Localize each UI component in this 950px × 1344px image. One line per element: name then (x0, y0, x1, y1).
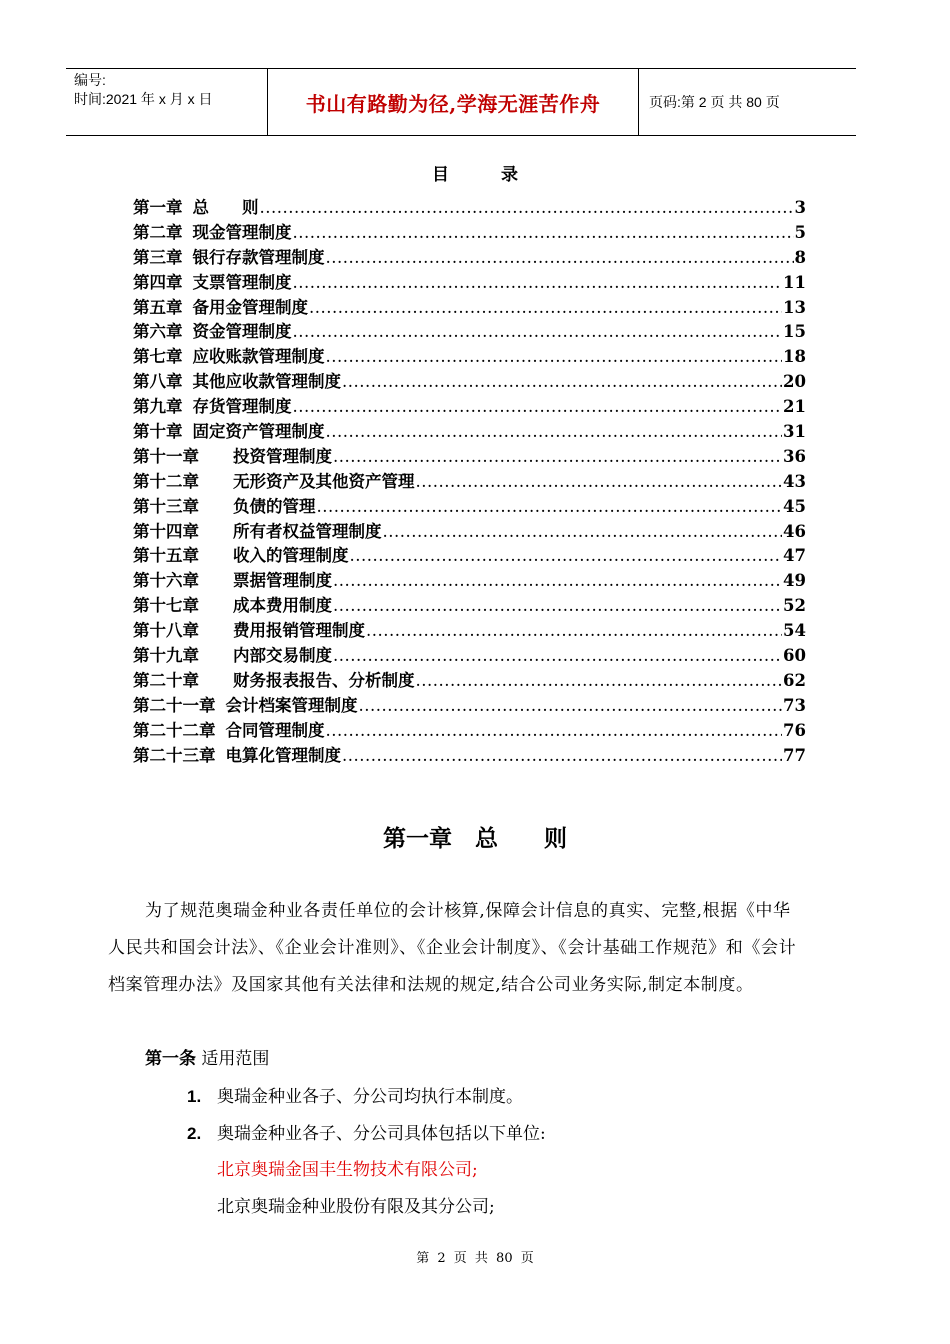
toc-chapter-title: 现金管理制度 (192, 222, 292, 242)
toc-page-number: 52 (783, 596, 806, 616)
toc-dot-leader (333, 445, 782, 470)
toc-dot-leader (342, 370, 782, 395)
toc-dot-leader (326, 246, 794, 271)
toc-chapter-number: 第四章 (133, 272, 183, 292)
toc-chapter-title: 其他应收款管理制度 (192, 372, 341, 392)
toc-chapter-number: 第二十二章 (133, 720, 216, 740)
header-meta (66, 69, 267, 135)
toc-chapter-title: 投资管理制度 (233, 446, 332, 466)
list-item (187, 1078, 523, 1116)
page-footer: 第 2 页 共 80 页 (416, 1251, 534, 1266)
unit-entry: 北京奥瑞金国丰生物技术有限公司; (217, 1160, 478, 1180)
toc-page-number: 60 (783, 646, 806, 666)
toc-entry[interactable] (133, 544, 806, 569)
toc-chapter-number: 第十九章 (133, 646, 199, 666)
toc-entry[interactable] (133, 644, 806, 669)
toc-dot-leader (333, 644, 782, 669)
toc-dot-leader (317, 495, 783, 520)
toc-chapter-title: 存货管理制度 (192, 397, 292, 417)
toc-page-number: 5 (794, 222, 806, 242)
toc-chapter-title: 无形资产及其他资产管理 (233, 471, 415, 491)
toc-entry[interactable] (133, 221, 806, 246)
list-item-number: 1. (187, 1087, 202, 1106)
toc-chapter-number: 第十七章 (133, 596, 199, 616)
toc-entry[interactable] (133, 271, 806, 296)
toc-page-number: 73 (783, 695, 806, 715)
toc-entry[interactable] (133, 470, 806, 495)
toc-chapter-number: 第十一章 (133, 446, 199, 466)
toc-page-number: 45 (783, 496, 806, 516)
toc-entry[interactable] (133, 320, 806, 345)
toc-chapter-number: 第十六章 (133, 571, 199, 591)
toc-chapter-number: 第十三章 (133, 496, 199, 516)
toc-page-number: 20 (783, 372, 806, 392)
toc-chapter-number: 第一章 (133, 198, 183, 217)
chapter-title: 第一章 总 则 (383, 825, 567, 852)
toc-dot-leader (326, 420, 783, 445)
list-item-text: 奥瑞金种业各子、分公司均执行本制度。 (217, 1087, 523, 1107)
list-item-text: 奥瑞金种业各子、分公司具体包括以下单位: (217, 1124, 546, 1144)
toc-chapter-title: 支票管理制度 (192, 272, 292, 292)
toc-chapter-title: 费用报销管理制度 (233, 621, 365, 641)
toc-chapter-number: 第七章 (133, 347, 183, 367)
toc-entry[interactable] (133, 744, 806, 769)
toc-entry[interactable] (133, 395, 806, 420)
toc-page-number: 31 (783, 422, 806, 442)
toc-page-number: 62 (783, 670, 806, 690)
toc-dot-leader (326, 719, 783, 744)
toc-entry[interactable] (133, 594, 806, 619)
list-item (187, 1115, 546, 1153)
toc-chapter-title: 成本费用制度 (233, 596, 332, 616)
article-title: 适用范围 (201, 1049, 270, 1069)
toc-chapter-number: 第五章 (133, 297, 183, 317)
toc-page-number: 76 (783, 720, 806, 740)
unit-entry: 北京奥瑞金种业股份有限及其分公司; (217, 1197, 495, 1217)
chapter-intro-paragraph: 为了规范奥瑞金种业各责任单位的会计核算,保障会计信息的真实、完整,根据《中华人民共和国会计法》、《企业会计准则》、《企业会计制度》、《会计基础工作规范》和《会计档案管理办法》及国家其他有关法律和法规的规定,结合公司业务实际,制定本制度。 (108, 901, 797, 995)
toc-chapter-title: 总 则 (192, 198, 259, 217)
toc-page-number: 11 (783, 272, 806, 292)
toc-chapter-title: 会计档案管理制度 (225, 695, 358, 715)
toc-entry[interactable] (133, 619, 806, 644)
toc-chapter-number: 第十章 (133, 422, 183, 442)
toc-page-number: 46 (783, 521, 806, 541)
toc-dot-leader (333, 569, 782, 594)
toc-page-number: 47 (783, 546, 806, 566)
toc-chapter-title: 备用金管理制度 (192, 297, 308, 317)
toc-entry[interactable] (133, 694, 806, 719)
list-item-number: 2. (187, 1124, 202, 1143)
toc-title (0, 160, 950, 185)
toc-dot-leader (293, 320, 783, 345)
toc-entry[interactable] (133, 520, 806, 545)
toc-page-number: 49 (783, 571, 806, 591)
toc-chapter-title: 银行存款管理制度 (192, 247, 325, 267)
toc-chapter-title: 应收账款管理制度 (192, 347, 325, 367)
toc-chapter-title: 财务报表报告、分析制度 (233, 670, 415, 690)
toc-page-number: 15 (783, 322, 806, 342)
toc-chapter-title: 负债的管理 (233, 496, 316, 516)
toc-entry[interactable] (133, 719, 806, 744)
toc-chapter-number: 第二章 (133, 222, 183, 242)
document-number-label: 编号: (74, 72, 106, 88)
toc-chapter-title: 票据管理制度 (233, 571, 332, 591)
toc-entry[interactable] (133, 246, 806, 271)
table-of-contents (133, 196, 806, 768)
toc-entry[interactable] (133, 296, 806, 321)
toc-page-number: 54 (783, 621, 806, 641)
toc-entry[interactable] (133, 370, 806, 395)
toc-chapter-number: 第九章 (133, 397, 183, 417)
toc-dot-leader (326, 345, 783, 370)
toc-chapter-number: 第二十三章 (133, 745, 216, 765)
toc-page-number: 77 (783, 745, 806, 765)
toc-page-number: 36 (783, 446, 806, 466)
toc-chapter-title: 收入的管理制度 (233, 546, 349, 566)
toc-chapter-title: 电算化管理制度 (225, 745, 341, 765)
toc-chapter-number: 第十四章 (133, 521, 199, 541)
toc-dot-leader (309, 296, 782, 321)
toc-dot-leader (293, 395, 783, 420)
toc-dot-leader (416, 669, 783, 694)
toc-dot-leader (383, 520, 783, 545)
toc-chapter-number: 第十五章 (133, 546, 199, 566)
toc-entry[interactable] (133, 196, 806, 221)
toc-chapter-title: 所有者权益管理制度 (233, 521, 382, 541)
toc-page-number: 18 (783, 347, 806, 367)
toc-dot-leader (333, 594, 782, 619)
toc-page-number: 8 (794, 247, 806, 267)
toc-entry[interactable] (133, 495, 806, 520)
toc-page-number: 43 (783, 471, 806, 491)
toc-chapter-number: 第三章 (133, 247, 183, 267)
toc-chapter-title: 固定资产管理制度 (192, 422, 325, 442)
toc-chapter-number: 第六章 (133, 322, 183, 342)
toc-dot-leader (293, 271, 783, 296)
header-motto: 书山有路勤为径,学海无涯苦作舟 (267, 69, 639, 135)
toc-entry[interactable] (133, 569, 806, 594)
toc-dot-leader (260, 196, 794, 221)
toc-dot-leader (359, 694, 783, 719)
toc-chapter-number: 第二十章 (133, 670, 199, 690)
article-label: 第一条 (145, 1049, 196, 1069)
toc-dot-leader (350, 544, 783, 569)
toc-chapter-number: 第二十一章 (133, 695, 216, 715)
toc-dot-leader (416, 470, 783, 495)
toc-page-number: 13 (783, 297, 806, 317)
header-page-info: 页码:第 2 页 共 80 页 (649, 94, 780, 110)
toc-title-part: 目 (432, 165, 449, 185)
toc-page-number: 21 (783, 397, 806, 417)
toc-chapter-number: 第八章 (133, 372, 183, 392)
toc-page-number: 3 (794, 198, 806, 217)
toc-entry[interactable] (133, 445, 806, 470)
article-heading (145, 1041, 269, 1078)
toc-chapter-number: 第十二章 (133, 471, 199, 491)
toc-entry[interactable] (133, 345, 806, 370)
toc-entry[interactable] (133, 669, 806, 694)
toc-entry[interactable] (133, 420, 806, 445)
toc-dot-leader (342, 744, 782, 769)
document-header (66, 68, 856, 136)
toc-chapter-number: 第十八章 (133, 621, 199, 641)
toc-title-part: 录 (501, 165, 518, 185)
toc-chapter-title: 合同管理制度 (225, 720, 325, 740)
toc-chapter-title: 内部交易制度 (233, 646, 332, 666)
toc-dot-leader (293, 221, 794, 246)
document-time-label: 时间:2021 年 x 月 x 日 (74, 91, 213, 107)
toc-dot-leader (366, 619, 782, 644)
toc-chapter-title: 资金管理制度 (192, 322, 292, 342)
